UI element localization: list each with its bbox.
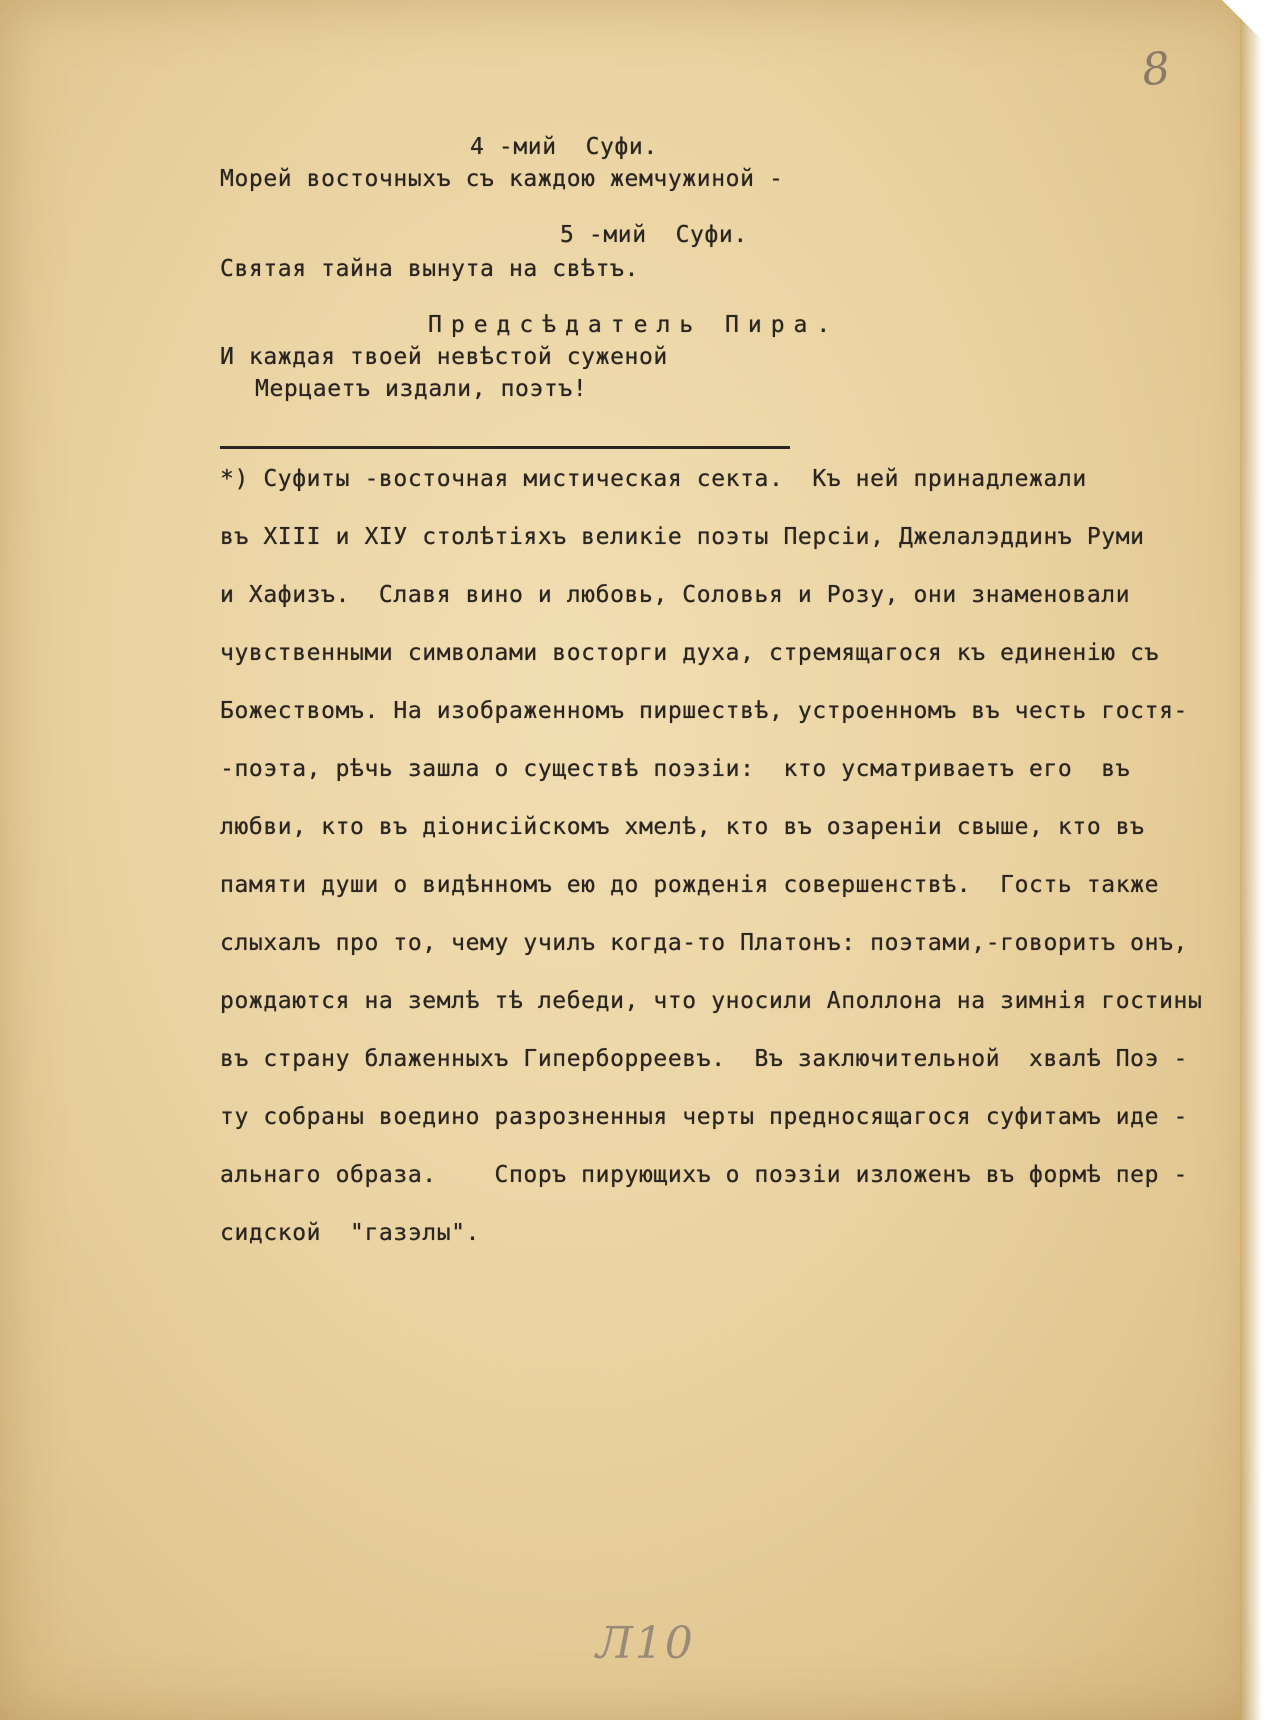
speaker-5th-sufi: 5 -мий Суфи. [560, 222, 748, 248]
verse-line: И каждая твоей невѣстой суженой [220, 344, 668, 370]
handwritten-page-number: 8 [1139, 42, 1173, 97]
footnote-line: и Хафизъ. Славя вино и любовь, Соловья и Розу, они знаменовали [220, 582, 1131, 608]
page-edge [1240, 0, 1262, 1720]
page-corner [1222, 0, 1262, 40]
footnote-line: любви, кто въ діонисійскомъ хмелѣ, кто въ озареніи свыше, кто въ [220, 814, 1145, 840]
footnote-divider [220, 446, 790, 449]
footnote-line: рождаются на землѣ тѣ лебеди, что уносили Аполлона на зимнія гостины [220, 988, 1203, 1014]
footnote-line: въ XIII и XIУ столѣтіяхъ великіе поэты Персіи, Джелалэддинъ Руми [220, 524, 1145, 550]
footnote-line: сидской "газэлы". [220, 1220, 481, 1246]
footnote-line: въ страну блаженныхъ Гиперборреевъ. Въ заключительной хвалѣ Поэ - [220, 1046, 1188, 1072]
verse-line: Морей восточныхъ съ каждою жемчужиной - [220, 166, 784, 192]
handwritten-archive-mark: Л10 [596, 1618, 695, 1669]
footnote-line: Божествомъ. На изображенномъ пиршествѣ, устроенномъ въ честь гостя- [220, 698, 1188, 724]
footnote-line: памяти души о видѣнномъ ею до рожденія совершенствѣ. Гость также [220, 872, 1160, 898]
footnote-line: чувственными символами восторги духа, стремящагося къ единенію съ [220, 640, 1160, 666]
footnote-line: -поэта, рѣчь зашла о существѣ поэзіи: кто усматриваетъ его въ [220, 756, 1131, 782]
footnote-line: слыхалъ про то, чему училъ когда-то Платонъ: поэтами,-говоритъ онъ, [220, 930, 1188, 956]
speaker-4th-sufi: 4 -мий Суфи. [470, 134, 658, 160]
speaker-chairman: Предсѣдатель Пира. [428, 312, 840, 338]
footnote-line: ту собраны воедино разрозненныя черты предносящагося суфитамъ иде - [220, 1104, 1188, 1130]
footnote-line: *) Суфиты -восточная мистическая секта. Къ ней принадлежали [220, 466, 1087, 492]
verse-line: Мерцаетъ издали, поэтъ! [255, 376, 588, 402]
verse-line: Святая тайна вынута на свѣтъ. [220, 256, 639, 282]
footnote-line: альнаго образа. Споръ пирующихъ о поэзіи изложенъ въ формѣ пер - [220, 1162, 1188, 1188]
